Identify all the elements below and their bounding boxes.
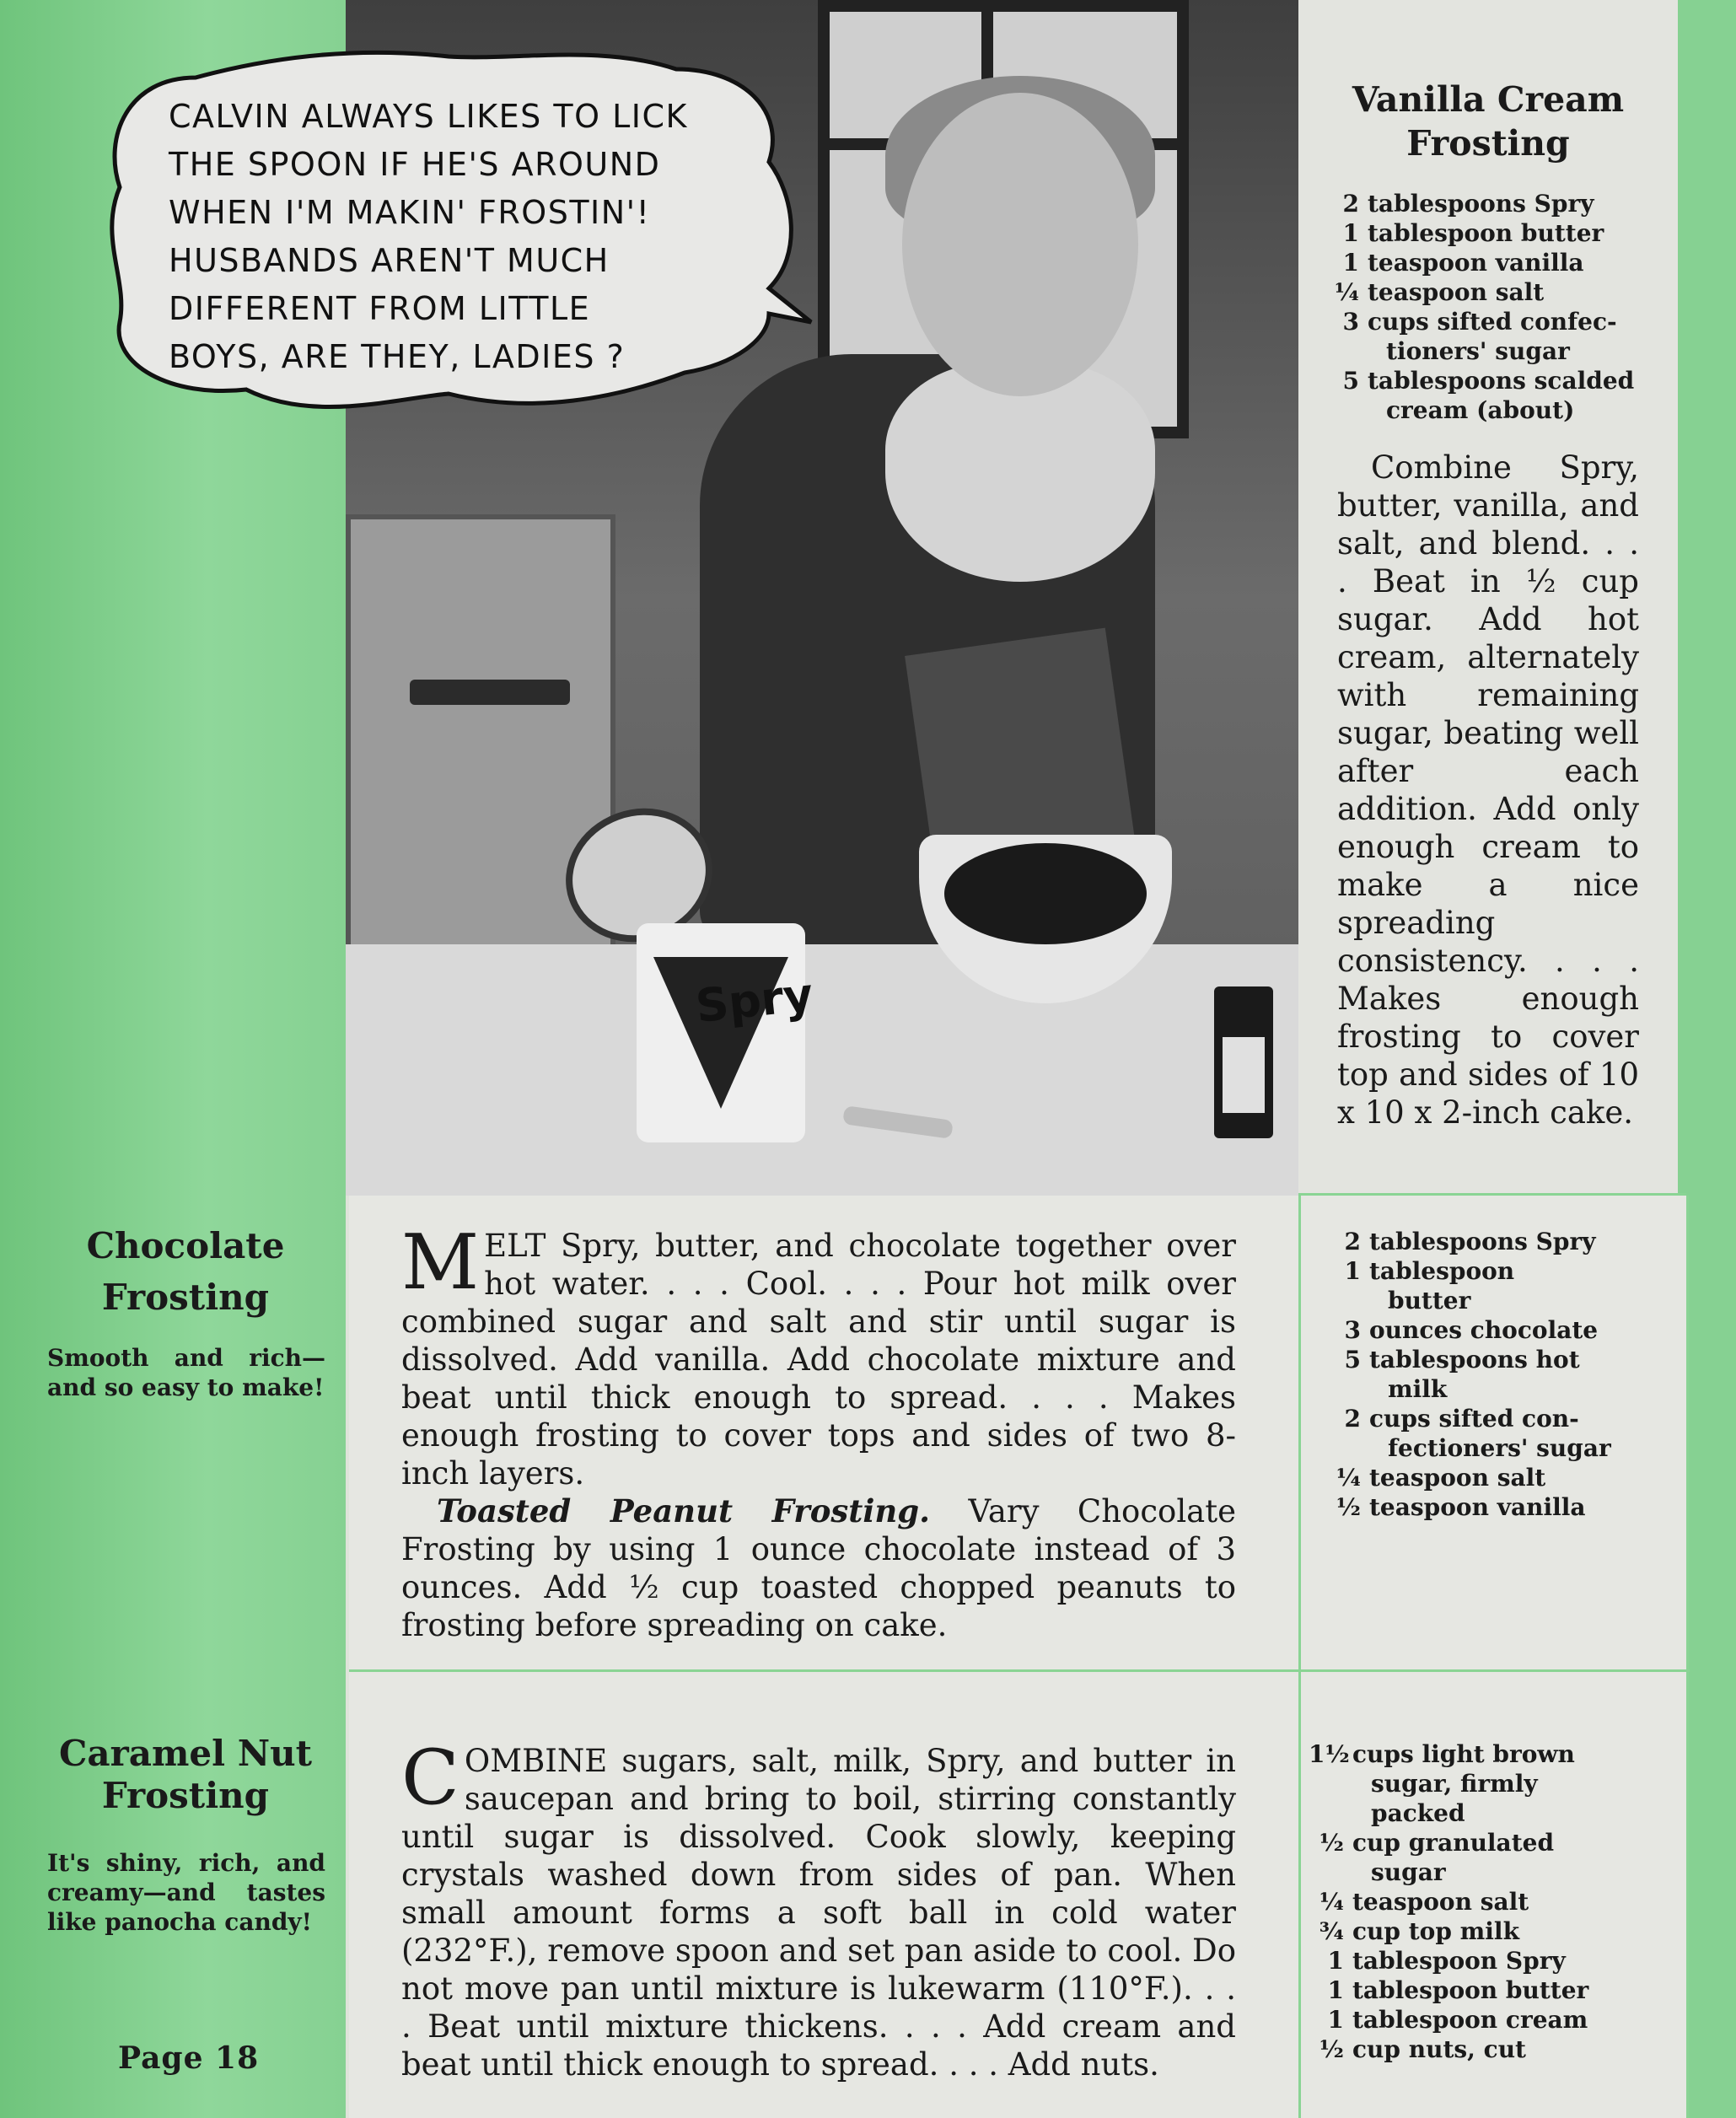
ingredient-quantity: ¾ — [1319, 1917, 1344, 1945]
ingredient-text: tablespoon butter — [1352, 1976, 1589, 2004]
ingredient-text: milk — [1388, 1375, 1448, 1403]
ingredient-line — [1309, 2035, 1680, 2064]
ingredient-line — [1309, 1887, 1680, 1916]
ingredient-line — [1325, 1286, 1680, 1315]
ingredient-quantity: ¼ — [1319, 1888, 1344, 1916]
ingredient-quantity: 1 — [1342, 249, 1359, 277]
ingredient-quantity: 2 — [1344, 1228, 1361, 1255]
ingredient-line — [1324, 248, 1669, 277]
ingredient-text: packed — [1371, 1799, 1465, 1827]
vanilla-ingredients — [1324, 189, 1669, 425]
ingredient-text: tablespoons Spry — [1368, 190, 1594, 218]
ingredient-line — [1309, 2005, 1680, 2035]
ingredient-quantity: ½ — [1319, 2035, 1344, 2063]
ingredient-text: cups sifted con- — [1369, 1405, 1579, 1433]
ingredient-text: teaspoon salt — [1352, 1888, 1529, 1916]
ingredient-text: cup nuts, cut — [1352, 2035, 1526, 2063]
ingredient-text: teaspoon salt — [1368, 278, 1545, 306]
ingredient-line — [1309, 1739, 1680, 1769]
ingredient-text: sugar — [1371, 1858, 1446, 1886]
chocolate-ingredients — [1325, 1227, 1680, 1522]
ingredient-quantity: ½ — [1319, 1829, 1344, 1857]
divider — [1686, 1196, 1689, 2118]
ingredient-quantity: ¼ — [1334, 278, 1359, 306]
ingredient-line — [1309, 1828, 1680, 1857]
ingredient-line — [1309, 1857, 1680, 1887]
drop-cap: M — [401, 1218, 480, 1307]
divider — [1298, 1193, 1686, 1196]
ingredient-line — [1325, 1433, 1680, 1463]
ingredient-line — [1325, 1374, 1680, 1404]
ingredient-text: teaspoon salt — [1369, 1464, 1546, 1492]
ingredient-line — [1309, 1976, 1680, 2005]
ingredient-line — [1324, 189, 1669, 218]
speech-bubble — [94, 44, 818, 440]
drop-cap: C — [401, 1734, 460, 1822]
ingredient-line — [1325, 1227, 1680, 1256]
ingredient-quantity: 1 — [1327, 1947, 1344, 1975]
variation-body: Vary Chocolate Frosting by using 1 ounce chocolate instead of 3 ounces. Add ½ cup toasted chopped peanuts to frosting before spreading on cake. — [401, 1493, 1236, 1643]
caramel-directions: COMBINE sugars, salt, milk, Spry, and butter in saucepan and bring to boil, stirring constantly until sugar is dissolved. Cook slowly, keeping crystals washed down from sides of pan. When small amount forms a soft ball in cold water (232°F.), remove spoon and set pan aside to cool. Do not move pan until mixture is lukewarm (110°F.). . . . Beat until mixture thickens. . . . Add cream and beat until thick enough to spread. . . . Add nuts. — [401, 1734, 1236, 2083]
ingredient-quantity: ½ — [1336, 1493, 1361, 1521]
spry-can — [637, 923, 816, 1142]
ingredient-line — [1309, 1916, 1680, 1946]
ingredient-text: tablespoon Spry — [1352, 1947, 1566, 1975]
vanilla-directions: Combine Spry, butter, vanilla, and salt, and blend. . . . Beat in ½ cup sugar. Add hot cream, alternately with remaining sugar, beating well after each addition. Add only enough cream to make a nice spreading consistency. . . . Makes enough frosting to cover top and sides of 10 x 10 x 2-inch cake. — [1337, 449, 1639, 1131]
speech-bubble-text: CALVIN ALWAYS LIKES TO LICK THE SPOON IF HE'S AROUND WHEN I'M MAKIN' FROSTIN'! HUSBANDS AREN'T MUCH DIFFERENT FROM LITTLE BOYS, ARE THEY, LADIES ? — [169, 98, 688, 375]
ingredient-quantity: 3 — [1342, 308, 1359, 336]
ingredient-text: cups light brown — [1352, 1740, 1575, 1768]
ingredient-line — [1309, 1798, 1680, 1828]
ingredient-line — [1325, 1345, 1680, 1374]
ingredient-text: teaspoon vanilla — [1369, 1493, 1586, 1521]
ingredient-text: cream (about) — [1386, 396, 1575, 424]
ingredient-quantity: 3 — [1344, 1316, 1361, 1344]
ingredient-text: tablespoon — [1369, 1257, 1515, 1285]
page-number: Page 18 — [118, 2040, 260, 2076]
ingredient-line — [1325, 1463, 1680, 1492]
chocolate-directions: MELT Spry, butter, and chocolate together over hot water. . . . Cool. . . . Pour hot milk over combined sugar and salt and stir until sugar is dissolved. Add vanilla. Add chocolate mixture and beat until thick enough to spread. . . . Makes enough frosting to cover tops and sides of two 8-inch layers. Toasted Peanut Frosting. Vary Chocolate Frosting by using 1 ounce chocolate instead of 3 ounces. Add ½ cup toasted chopped peanuts to frosting before spreading on cake. — [401, 1218, 1236, 1643]
ingredient-line — [1325, 1315, 1680, 1345]
caramel-ingredients — [1309, 1739, 1680, 2064]
ingredient-text: teaspoon vanilla — [1368, 249, 1584, 277]
ingredient-quantity: 1 — [1327, 2006, 1344, 2034]
ingredient-quantity: 1½ — [1309, 1740, 1350, 1768]
ingredient-text: cup top milk — [1352, 1917, 1519, 1945]
ingredient-line — [1324, 277, 1669, 307]
ingredient-text: tablespoons Spry — [1369, 1228, 1596, 1255]
chocolate-title: Chocolate Frosting — [86, 1225, 285, 1318]
ingredient-line — [1325, 1492, 1680, 1522]
ingredient-text: cup granulated — [1352, 1829, 1555, 1857]
ingredient-line — [1309, 1769, 1680, 1798]
ingredient-quantity: 5 — [1344, 1346, 1361, 1373]
caramel-subtitle: It's shiny, rich, and creamy—and tastes like panocha candy! — [47, 1849, 325, 1936]
ingredient-quantity: 1 — [1327, 1976, 1344, 2004]
ingredient-text: tablespoon butter — [1368, 219, 1604, 247]
vanilla-title: Vanilla Cream Frosting — [1352, 79, 1625, 164]
ingredient-quantity: 5 — [1342, 367, 1359, 395]
ingredient-text: tablespoon cream — [1352, 2006, 1588, 2034]
ingredient-line — [1324, 307, 1669, 336]
can-label: Spry — [693, 967, 816, 1034]
ingredient-text: cups sifted confec- — [1368, 308, 1617, 336]
woman-face — [902, 93, 1138, 396]
ingredient-quantity: 2 — [1344, 1405, 1361, 1433]
ingredient-quantity: 2 — [1342, 190, 1359, 218]
ingredient-line — [1324, 395, 1669, 425]
ingredient-line — [1324, 218, 1669, 248]
ingredient-line — [1309, 1946, 1680, 1976]
chocolate-subtitle: Smooth and rich—and so easy to make! — [47, 1344, 325, 1401]
ingredient-quantity: 1 — [1342, 219, 1359, 247]
ingredient-text: tioners' sugar — [1386, 337, 1570, 365]
ingredient-line — [1325, 1404, 1680, 1433]
ingredient-quantity: ¼ — [1336, 1464, 1361, 1492]
ingredient-text: fectioners' sugar — [1388, 1434, 1611, 1462]
ingredient-text: butter — [1388, 1287, 1471, 1314]
ingredient-line — [1325, 1256, 1680, 1286]
ingredient-line — [1324, 336, 1669, 366]
divider — [1298, 1196, 1301, 2118]
divider — [349, 1669, 1690, 1672]
caramel-title: Caramel Nut Frosting — [58, 1733, 313, 1816]
variation-title: Toasted Peanut Frosting. — [437, 1492, 931, 1529]
ingredient-text: sugar, firmly — [1371, 1770, 1538, 1798]
vanilla-bottle — [1214, 986, 1273, 1138]
ingredient-text: ounces chocolate — [1369, 1316, 1599, 1344]
ingredient-text: tablespoons scalded — [1368, 367, 1635, 395]
ingredient-quantity: 1 — [1344, 1257, 1361, 1285]
table — [346, 944, 1298, 1196]
ingredient-line — [1324, 366, 1669, 395]
ingredient-text: tablespoons hot — [1369, 1346, 1580, 1373]
